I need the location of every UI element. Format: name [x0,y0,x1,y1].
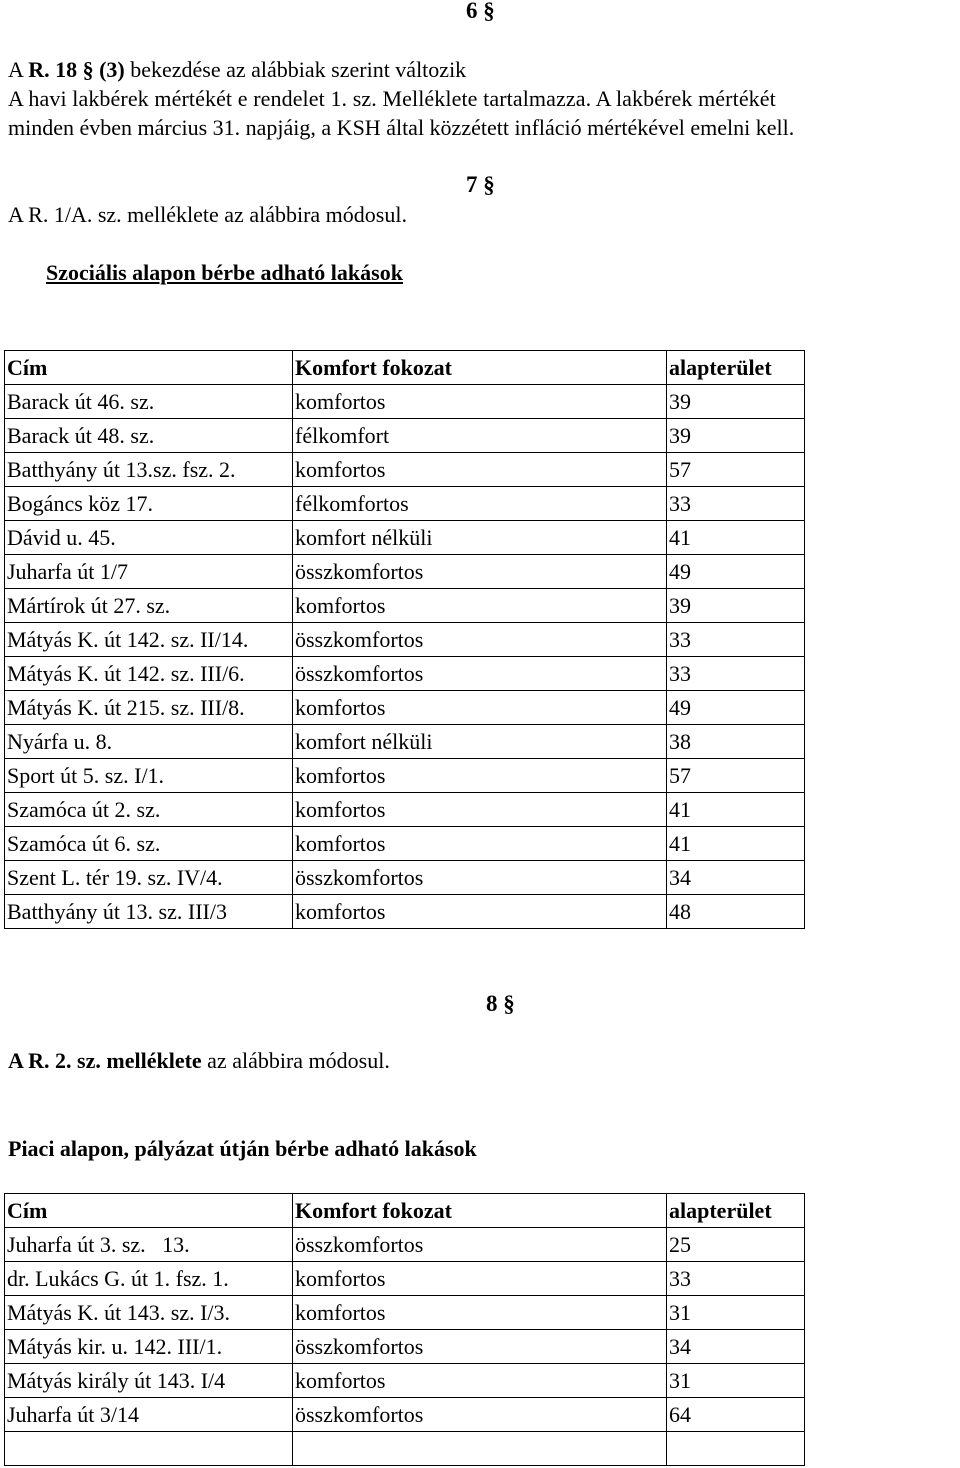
cell-comfort: komfortos [293,691,667,725]
cell-area: 33 [667,487,805,521]
table-row [5,419,805,453]
cell-comfort [293,1432,667,1466]
cell-comfort: összkomfortos [293,1330,667,1364]
cell-area: 31 [667,1296,805,1330]
section-symbol: § [483,172,495,197]
cell-address: Szamóca út 2. sz. [5,793,293,827]
table-row [5,827,805,861]
cell-area: 48 [667,895,805,929]
table-row [5,1228,805,1262]
cell-address: Sport út 5. sz. I/1. [5,759,293,793]
cell-area: 57 [667,453,805,487]
section-6-paragraph-line-3: minden évben március 31. napjáig, a KSH által közzétett infláció mértékével emelni kell. [8,115,795,140]
cell-comfort: komfortos [293,385,667,419]
cell-address: Nyárfa u. 8. [5,725,293,759]
cell-comfort: komfortos [293,1296,667,1330]
cell-comfort: összkomfortos [293,1398,667,1432]
cell-comfort: komfortos [293,453,667,487]
table-row [5,589,805,623]
cell-comfort: komfortos [293,827,667,861]
cell-comfort: összkomfortos [293,623,667,657]
cell-address: Mátyás K. út 142. sz. III/6. [5,657,293,691]
table-row [5,1398,805,1432]
cell-area: 49 [667,691,805,725]
cell-comfort: összkomfortos [293,1228,667,1262]
column-header-area: alapterület [667,1194,805,1228]
table-row [5,385,805,419]
cell-comfort: komfortos [293,589,667,623]
cell-address: Mátyás K. út 143. sz. I/3. [5,1296,293,1330]
cell-comfort: félkomfort [293,419,667,453]
cell-address: Mátyás kir. u. 142. III/1. [5,1330,293,1364]
cell-address: Bogáncs köz 17. [5,487,293,521]
cell-comfort: komfortos [293,759,667,793]
cell-address: Batthyány út 13. sz. III/3 [5,895,293,929]
cell-comfort: összkomfortos [293,657,667,691]
market-housing-title: Piaci alapon, pályázat útján bérbe adható lakások [8,1136,477,1161]
column-header-address: Cím [5,351,293,385]
table-row [5,1364,805,1398]
table-row [5,1296,805,1330]
cell-comfort: komfortos [293,1262,667,1296]
cell-area [667,1432,805,1466]
cell-address: Szent L. tér 19. sz. IV/4. [5,861,293,895]
cell-address: Mátyás király út 143. I/4 [5,1364,293,1398]
table-row [5,1262,805,1296]
rule-reference: R. 18 § (3) [28,57,125,82]
table-row [5,691,805,725]
cell-address: Juharfa út 1/7 [5,555,293,589]
cell-area: 31 [667,1364,805,1398]
table-row [5,895,805,929]
cell-area: 34 [667,1330,805,1364]
table-row [5,861,805,895]
table-row [5,725,805,759]
cell-comfort: összkomfortos [293,555,667,589]
table-row [5,657,805,691]
table-row [5,759,805,793]
cell-address: Mátyás K. út 215. sz. III/8. [5,691,293,725]
table-row [5,793,805,827]
cell-comfort: komfort nélküli [293,725,667,759]
section-number: 6 [466,0,478,23]
cell-address: Dávid u. 45. [5,521,293,555]
column-header-comfort: Komfort fokozat [293,1194,667,1228]
cell-address: Juharfa út 3/14 [5,1398,293,1432]
table-row [5,1432,805,1466]
cell-address: Juharfa út 3. sz. 13. [5,1228,293,1262]
section-number: 7 [466,172,478,197]
social-housing-table [4,350,805,929]
table-row [5,623,805,657]
cell-address: Barack út 48. sz. [5,419,293,453]
cell-area: 25 [667,1228,805,1262]
cell-area: 64 [667,1398,805,1432]
cell-comfort: komfort nélküli [293,521,667,555]
section-6-paragraph-line-2: A havi lakbérek mértékét e rendelet 1. sz. Melléklete tartalmazza. A lakbérek mértékét [8,86,776,111]
cell-area: 41 [667,521,805,555]
table-row [5,453,805,487]
cell-address: Mátyás K. út 142. sz. II/14. [5,623,293,657]
table-header-row [5,1194,805,1228]
cell-area: 33 [667,623,805,657]
table-header-row [5,351,805,385]
cell-area: 33 [667,657,805,691]
cell-comfort: félkomfortos [293,487,667,521]
cell-comfort: komfortos [293,1364,667,1398]
column-header-area: alapterület [667,351,805,385]
section-6-heading [466,0,495,24]
cell-address: Batthyány út 13.sz. fsz. 2. [5,453,293,487]
cell-comfort: komfortos [293,793,667,827]
cell-comfort: komfortos [293,895,667,929]
cell-area: 39 [667,419,805,453]
social-housing-title: Szociális alapon bérbe adható lakások [46,260,403,285]
appendix-reference: A R. 2. sz. melléklete [8,1048,202,1073]
section-symbol: § [483,0,495,23]
cell-area: 33 [667,1262,805,1296]
cell-comfort: összkomfortos [293,861,667,895]
cell-area: 41 [667,793,805,827]
cell-area: 34 [667,861,805,895]
cell-area: 49 [667,555,805,589]
cell-area: 38 [667,725,805,759]
cell-address: dr. Lukács G. út 1. fsz. 1. [5,1262,293,1296]
column-header-comfort: Komfort fokozat [293,351,667,385]
section-8-heading [486,991,515,1017]
section-number: 8 [486,991,498,1016]
section-8-intro: A R. 2. sz. melléklete az alábbira módosul. [8,1048,390,1073]
cell-area: 39 [667,385,805,419]
table-row [5,521,805,555]
column-header-address: Cím [5,1194,293,1228]
table-row [5,1330,805,1364]
table-row [5,487,805,521]
cell-area: 57 [667,759,805,793]
cell-area: 39 [667,589,805,623]
section-6-paragraph-line-1: A R. 18 § (3) bekezdése az alábbiak szerint változik [8,57,467,82]
cell-area: 41 [667,827,805,861]
cell-address: Szamóca út 6. sz. [5,827,293,861]
section-symbol: § [503,991,515,1016]
cell-address: Barack út 46. sz. [5,385,293,419]
cell-address: Mártírok út 27. sz. [5,589,293,623]
cell-address [5,1432,293,1466]
section-7-heading [466,172,495,198]
table-row [5,555,805,589]
section-7-intro: A R. 1/A. sz. melléklete az alábbira módosul. [8,202,407,227]
market-housing-table [4,1193,805,1466]
